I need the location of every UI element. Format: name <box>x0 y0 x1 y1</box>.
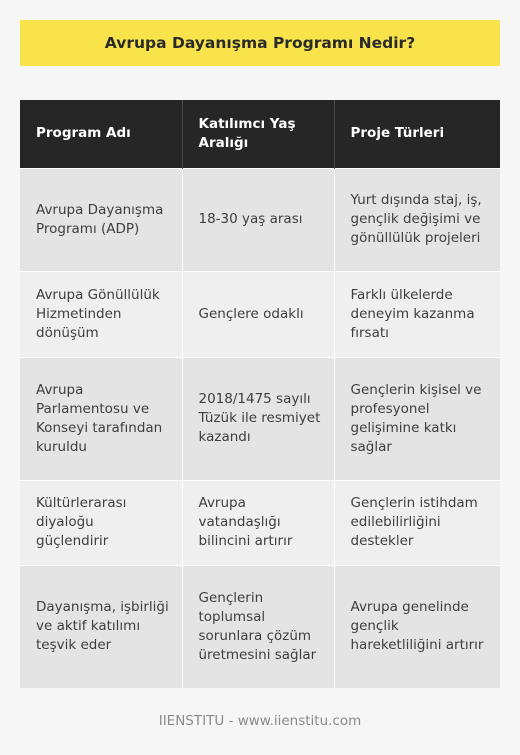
table-cell: Avrupa vatandaşlığı bilincini artırır <box>182 480 334 565</box>
table-cell: Gençlere odaklı <box>182 271 334 357</box>
table-cell: Dayanışma, işbirliği ve aktif katılımı teşvik eder <box>20 565 182 688</box>
header-program-name: Program Adı <box>20 100 182 168</box>
table-cell: Gençlerin istihdam edilebilirliğini destekler <box>334 480 500 565</box>
header-project-types: Proje Türleri <box>334 100 500 168</box>
table-cell: Avrupa Gönüllülük Hizmetinden dönüşüm <box>20 271 182 357</box>
table-row <box>20 480 500 565</box>
table-cell: 18-30 yaş arası <box>182 168 334 271</box>
footer-credit: IIENSTITU - www.iienstitu.com <box>158 713 362 729</box>
table-cell: 2018/1475 sayılı Tüzük ile resmiyet kazandı <box>182 357 334 480</box>
table-cell: Yurt dışında staj, iş, gençlik değişimi ve gönüllülük projeleri <box>334 168 500 271</box>
table-cell: Avrupa Dayanışma Programı (ADP) <box>20 168 182 271</box>
page-title: Avrupa Dayanışma Programı Nedir? <box>20 20 500 66</box>
table-header-row <box>20 100 500 168</box>
table-cell: Avrupa genelinde gençlik hareketliliğini artırır <box>334 565 500 688</box>
table-row <box>20 271 500 357</box>
table-cell: Kültürlerarası diyaloğu güçlendirir <box>20 480 182 565</box>
program-table <box>20 100 500 688</box>
table-row <box>20 565 500 688</box>
table-cell: Farklı ülkelerde deneyim kazanma fırsatı <box>334 271 500 357</box>
table-row <box>20 357 500 480</box>
table-cell: Gençlerin toplumsal sorunlara çözüm üretmesini sağlar <box>182 565 334 688</box>
table-cell: Gençlerin kişisel ve profesyonel gelişimine katkı sağlar <box>334 357 500 480</box>
table-row <box>20 168 500 271</box>
table-cell: Avrupa Parlamentosu ve Konseyi tarafından kuruldu <box>20 357 182 480</box>
header-age-range: Katılımcı Yaş Aralığı <box>182 100 334 168</box>
